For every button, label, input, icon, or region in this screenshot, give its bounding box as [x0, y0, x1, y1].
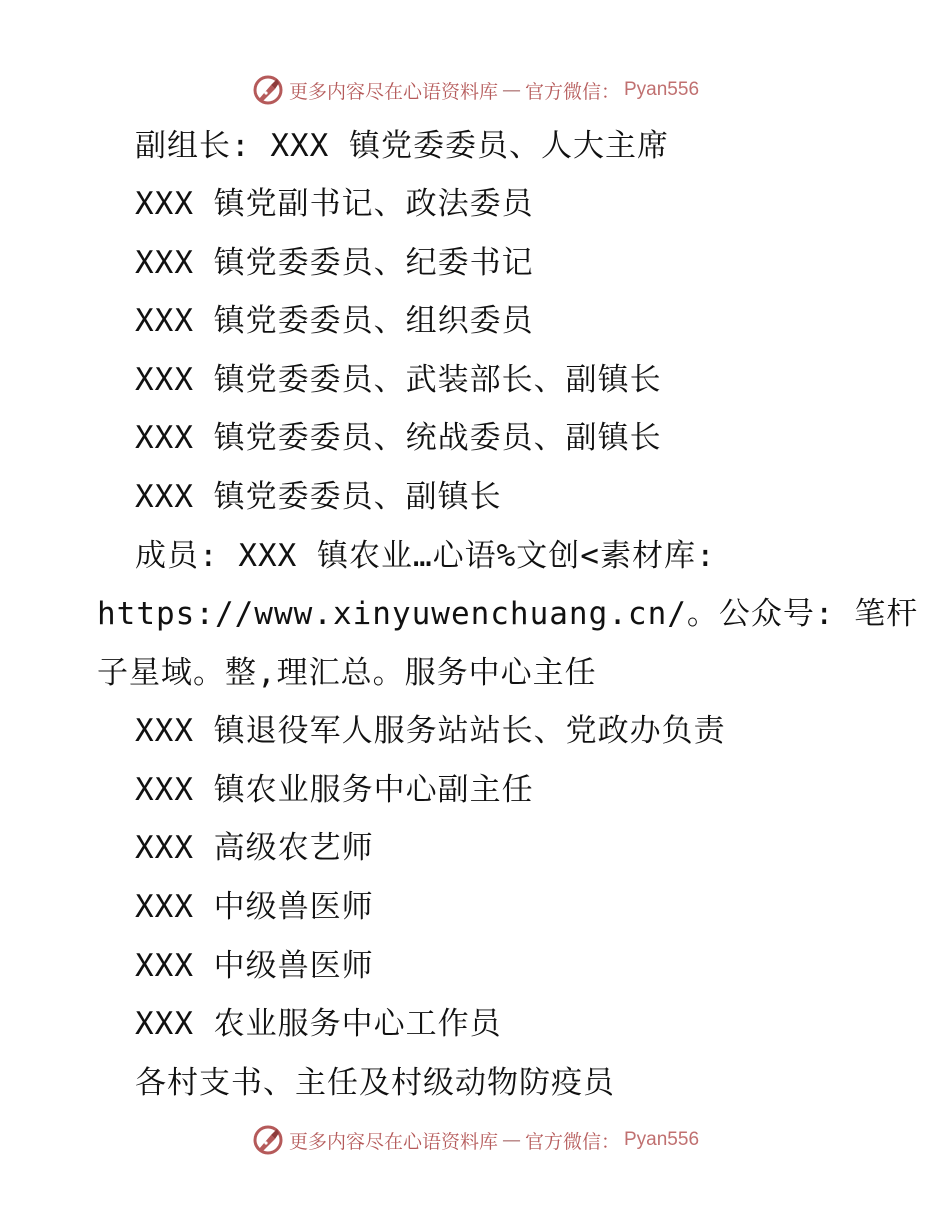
text-line: XXX 中级兽医师: [135, 889, 374, 925]
watermark-account: Pyan556: [624, 1129, 700, 1150]
text-line: XXX 农业服务中心工作员: [135, 1006, 502, 1042]
text-line: XXX 高级农艺师: [135, 830, 374, 866]
text-line: 各村支书、主任及村级动物防疫员: [135, 1065, 615, 1101]
watermark-suffix: 官方微信：: [524, 1130, 620, 1153]
watermark-group: [251, 1123, 699, 1157]
text-line: XXX 镇退役军人服务站站长、党政办负责: [135, 713, 726, 749]
watermark-suffix: 官方微信：: [524, 80, 620, 103]
text-line: XXX 镇党委委员、纪委书记: [135, 245, 534, 281]
text-line: XXX 镇党委委员、组织委员: [135, 303, 534, 339]
watermark-separator: —: [501, 79, 521, 101]
footer-watermark: [0, 1120, 950, 1160]
text-line: 成员: XXX 镇农业…心语%文创<素材库:: [135, 538, 716, 574]
text-line: XXX 镇党委委员、副镇长: [135, 479, 502, 515]
watermark-text: 更多内容尽在心语资料库: [288, 1130, 498, 1153]
watermark-group: [251, 73, 699, 107]
pen-nib-logo-icon: [251, 73, 285, 107]
header-watermark: [0, 70, 950, 110]
text-line: XXX 镇农业服务中心副主任: [135, 772, 534, 808]
pen-nib-logo-icon: [251, 1123, 285, 1157]
text-line: XXX 镇党委委员、统战委员、副镇长: [135, 420, 662, 456]
watermark-separator: —: [501, 1129, 521, 1151]
text-line: 副组长: XXX 镇党委委员、人大主席: [135, 128, 669, 164]
watermark-account: Pyan556: [624, 79, 700, 100]
text-line: XXX 镇党副书记、政法委员: [135, 186, 534, 222]
watermark-text: 更多内容尽在心语资料库: [288, 80, 498, 103]
text-line: https://www.xinyuwenchuang.cn/。公众号: 笔杆: [97, 596, 919, 632]
text-line: XXX 镇党委委员、武装部长、副镇长: [135, 362, 662, 398]
text-line: 子星域。整,理汇总。服务中心主任: [97, 655, 597, 691]
text-line: XXX 中级兽医师: [135, 948, 374, 984]
